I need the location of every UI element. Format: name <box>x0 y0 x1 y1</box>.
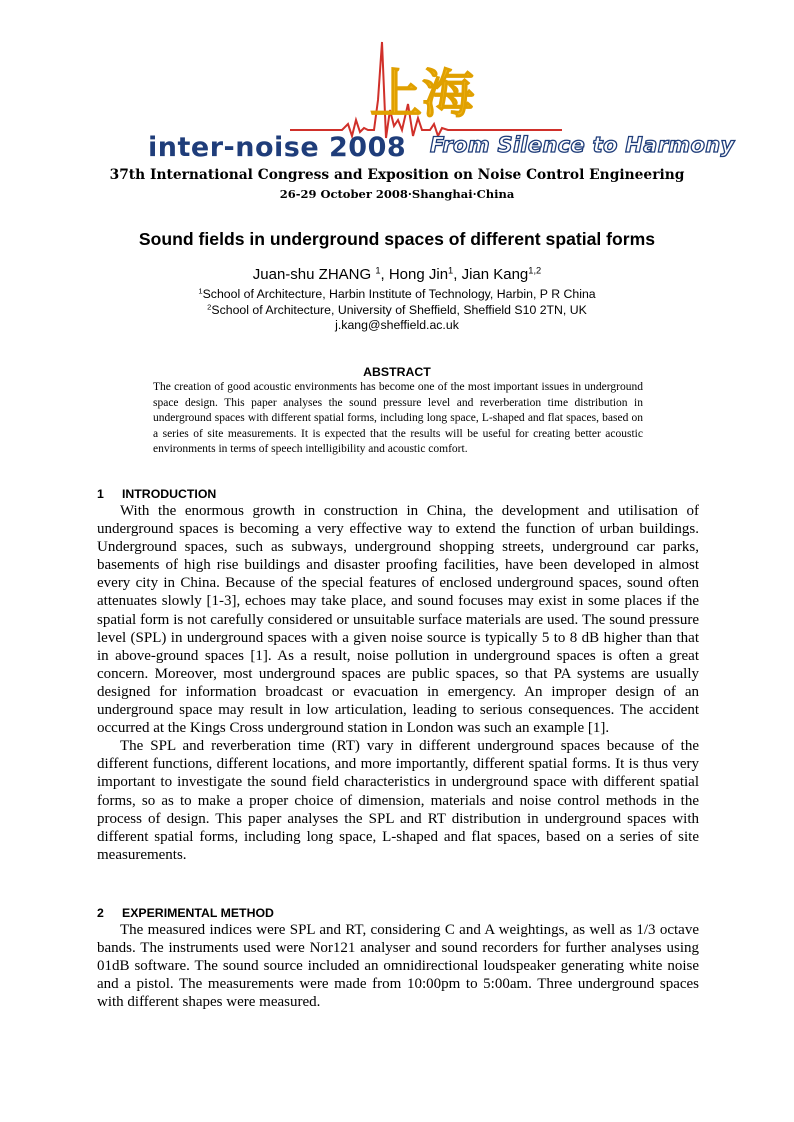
slogan: From Silence to Harmony <box>430 133 735 157</box>
paragraph: The measured indices were SPL and RT, considering C and A weightings, as well as 1/3 octave bands. The instruments used were Nor121 analyser and sound recorders for further analyses using 01dB software. The sound source included an omnidirectional loudspeaker generating white noise and a pistol. The measurements were made from 10:00pm to 5:00am. Three underground spaces with different shapes were measured. <box>97 922 699 1011</box>
section-body-experimental-method <box>97 921 699 1011</box>
author-separator: , <box>380 266 389 283</box>
author-name: Hong Jin <box>388 266 449 283</box>
affiliation-2 <box>0 303 794 317</box>
abstract-text: The creation of good acoustic environments has become one of the most important issues in underground space design. This paper analyses the sound pressure level and reverberation time distribution in underground spaces with different spatial forms, including long space, L-shaped and flat spaces, based on a series of site measurements. It is expected that the results will be useful for creating better acoustic environments in terms of speech intelligibility and acoustic comfort. <box>153 381 643 455</box>
affiliation-text: School of Architecture, University of Sheffield, Sheffield S10 2TN, UK <box>211 303 587 317</box>
section-title: EXPERIMENTAL METHOD <box>122 906 274 920</box>
section-number: 1 <box>97 487 104 501</box>
affiliation-1 <box>0 287 794 301</box>
paper-title: Sound fields in underground spaces of different spatial forms <box>138 229 656 249</box>
brand-name: inter-noise 2008 <box>148 132 407 163</box>
author-affiliation-mark: 1 <box>448 265 454 276</box>
shanghai-logo-characters: 上海 <box>370 65 475 125</box>
section-number: 2 <box>97 906 104 920</box>
contact-email[interactable]: j.kang@sheffield.ac.uk <box>335 318 459 332</box>
author-affiliation-mark: 1 <box>375 265 381 276</box>
section-title: INTRODUCTION <box>122 487 217 501</box>
author-separator: , <box>453 266 462 283</box>
author-name: Juan-shu ZHANG <box>252 266 372 283</box>
abstract-heading: ABSTRACT <box>363 365 431 379</box>
author-name: Jian Kang <box>461 266 529 283</box>
author-list <box>0 266 794 283</box>
section-body-introduction <box>97 502 699 864</box>
affiliation-text: School of Architecture, Harbin Institute of Technology, Harbin, P R China <box>202 287 596 301</box>
affiliation-mark: 2 <box>207 302 212 312</box>
affiliation-mark: 1 <box>198 286 203 296</box>
section-heading-introduction <box>97 487 216 501</box>
congress-title: 37th International Congress and Exposition on Noise Control Engineering <box>109 167 685 183</box>
congress-dates: 26-29 October 2008·Shanghai·China <box>279 187 515 201</box>
paragraph: With the enormous growth in construction in China, the development and utilisation of underground spaces is becoming a very effective way to extend the function of urban buildings. Underground spaces, such as subways, underground shopping streets, underground car parks, basements of high rise buildings and disaster proofing facilities, have been developed in almost every city in China. Because of the special features of enclosed underground spaces, sound often attenuates slowly [1-3], echoes may take place, and sound focuses may exist in some places if the spatial form is not carefully considered or unsuitable surface materials are used. The sound pressure level (SPL) in underground spaces with a given noise source is typically 5 to 8 dB higher than that in above-ground spaces [1]. As a result, noise pollution in underground spaces is often a great concern. Moreover, most underground spaces are public spaces, so that PA systems are usually designed for information broadcast or evacuation in emergency. An improper design of an underground space may result in low articulation, leading to serious consequences. The accident occurred at the Kings Cross underground station in London was such an example [1]. <box>97 503 699 737</box>
author-affiliation-mark: 1,2 <box>528 265 542 276</box>
conference-header <box>0 0 794 201</box>
paragraph: The SPL and reverberation time (RT) vary in different underground spaces because of the different functions, different locations, and more importantly, different spatial forms. It is thus very important to investigate the sound field characteristics in underground space with different spatial forms, so as to make a proper choice of dimension, materials and noise control methods in the process of design. This paper analyses the SPL and RT distribution in underground spaces with different spatial forms, including long space, L-shaped and flat spaces, based on a series of site measurements. <box>97 738 699 863</box>
section-heading-experimental-method <box>97 906 274 920</box>
